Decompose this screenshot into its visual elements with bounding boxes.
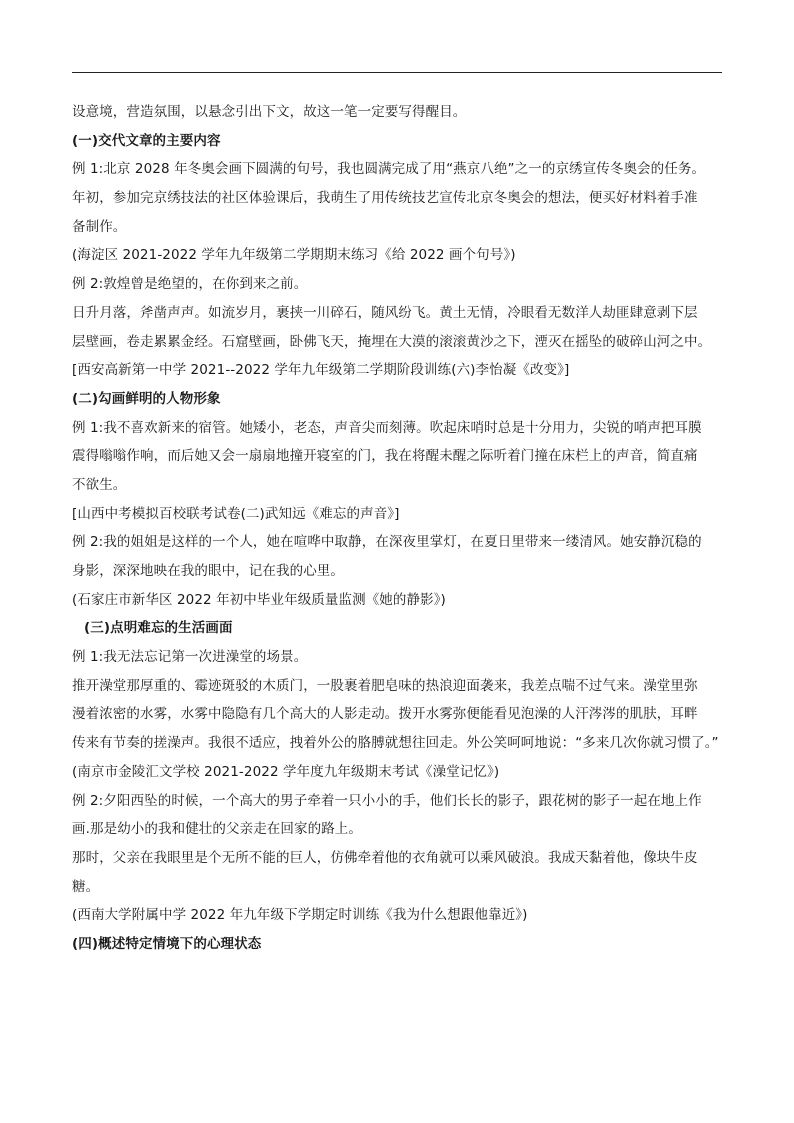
text-line: 不欲生。	[72, 476, 127, 493]
section-heading: (三)点明难忘的生活画面	[84, 620, 233, 637]
text-line: 例 1:我无法忘记第一次进澡堂的场景。	[72, 649, 308, 666]
text-line: 例 1:我不喜欢新来的宿管。她矮小，老态，声音尖而刻薄。吹起床哨时总是十分用力，尖锐的哨声把耳膜	[72, 419, 702, 436]
text-line: 漫着浓密的水雾，水雾中隐隐有几个高大的人影走动。拨开水雾弥便能看见泡澡的人汗涔涔的肌肤，耳畔	[72, 706, 698, 723]
section-heading: (一)交代文章的主要内容	[72, 132, 221, 149]
text-line: 层壁画，卷走累累金经。石窟壁画，卧佛飞天，掩埋在大漠的滚滚黄沙之下，湮灭在摇坠的破碎山河之中。	[72, 333, 712, 350]
text-line: 备制作。	[72, 218, 127, 235]
text-line: 糖。	[72, 878, 100, 895]
text-line: (海淀区 2021-2022 学年九年级第二学期期末练习《给 2022 画个句号》)	[72, 247, 516, 264]
text-line: 身影，深深地映在我的眼中，记在我的心里。	[72, 563, 344, 579]
text-line: [山西中考模拟百校联考试卷(二)武知远《难忘的声音》]	[72, 505, 400, 522]
text-line: 例 2:夕阳西坠的时候，一个高大的男子牵着一只小小的手，他们长长的影子，跟花树的影子一起在地上作	[72, 792, 702, 809]
text-line: (西南大学附属中学 2022 年九年级下学期定时训练《我为什么想跟他靠近》)	[72, 907, 528, 924]
text-line: 推开澡堂那厚重的、霉迹斑驳的木质门，一股裹着肥皂味的热浪迎面袭来，我差点喘不过气来。澡堂里弥	[72, 677, 698, 694]
text-line: 日升月落，斧凿声声。如流岁月，裹挟一川碎石，随风纷飞。黄土无情，冷眼看无数洋人劫匪肆意剥下层	[72, 304, 698, 321]
text-line: (南京市金陵汇文学校 2021-2022 学年度九年级期末考试《澡堂记忆》)	[72, 763, 500, 780]
text-line: 那时，父亲在我眼里是个无所不能的巨人，仿佛牵着他的衣角就可以乘风破浪。我成天黏着他，像块牛皮	[72, 849, 698, 866]
text-line: 年初，参加完京绣技法的社区体验课后，我萌生了用传统技艺宣传北京冬奥会的想法，便买好材料着手准	[72, 190, 698, 207]
document-body	[72, 98, 722, 959]
text-line: 震得嗡嗡作响，而后她又会一扇扇地撞开寝室的门，我在将醒未醒之际听着门撞在床栏上的声音，简直痛	[72, 448, 698, 465]
text-line: [西安高新第一中学 2021--2022 学年九年级第二学期阶段训练(六)李怡凝《改变》]	[72, 362, 570, 379]
text-line: 例 1:北京 2028 年冬奥会画下圆满的句号，我也圆满完成了用“燕京八绝”之一的京绣宣传冬奥会的任务。	[72, 161, 706, 178]
header-rule	[72, 72, 722, 73]
text-line: 传来有节奏的搓澡声。我很不适应，拽着外公的胳膊就想往回走。外公笑呵呵地说：“多来几次你就习惯了。”	[72, 735, 719, 752]
text-line: 例 2:敦煌曾是绝望的，在你到来之前。	[72, 276, 308, 293]
text-line: 设意境，营造氛围，以悬念引出下文，故这一笔一定要写得醒目。	[72, 104, 467, 120]
text-line: 画.那是幼小的我和健壮的父亲走在回家的路上。	[72, 821, 362, 838]
text-line: (石家庄市新华区 2022 年初中毕业年级质量监测《她的静影》)	[72, 591, 446, 608]
section-heading: (二)勾画鲜明的人物形象	[72, 390, 221, 407]
text-line: 例 2:我的姐姐是这样的一个人，她在喧哗中取静，在深夜里掌灯，在夏日里带来一缕清风。她安静沉稳的	[72, 534, 702, 551]
section-heading: (四)概述特定情境下的心理状态	[72, 935, 262, 952]
